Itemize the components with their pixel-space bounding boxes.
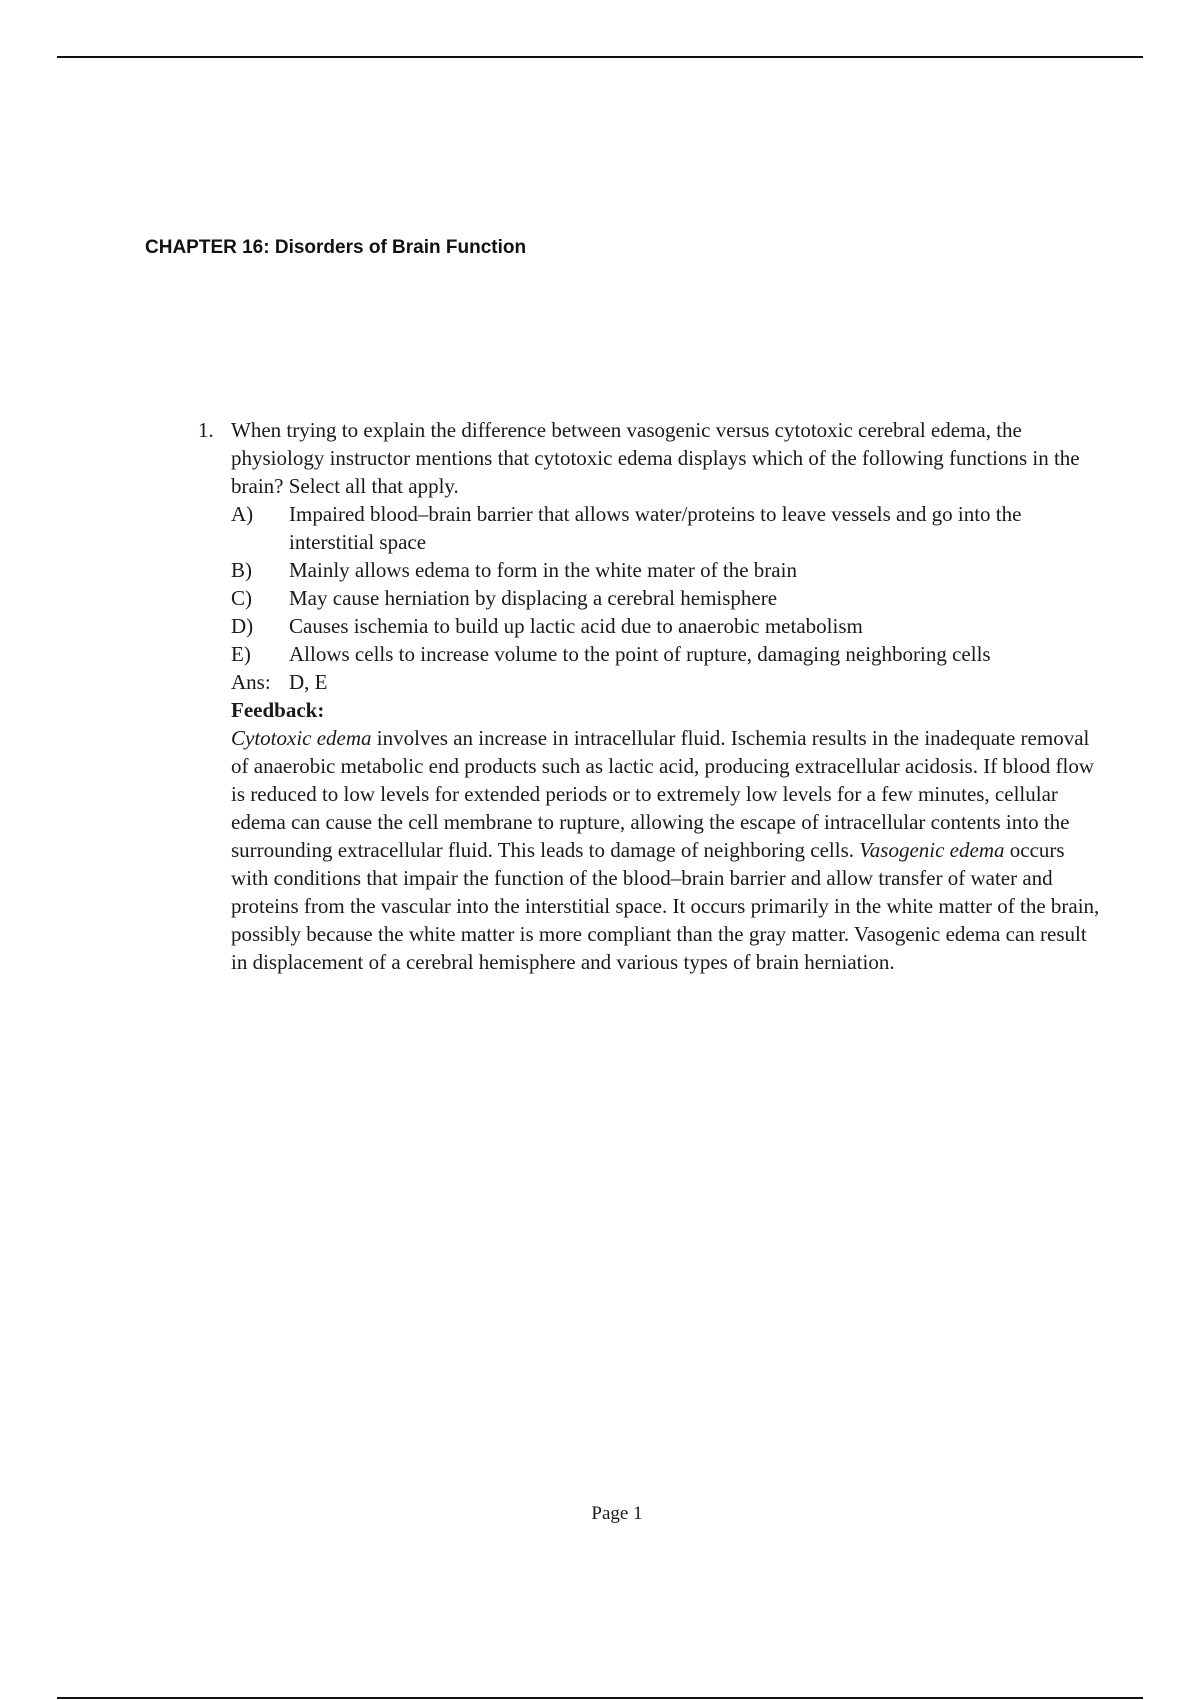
question-block: [198, 416, 1098, 976]
question-header: [198, 416, 1098, 500]
answer-letter: B): [231, 558, 252, 582]
answer-option-e: [231, 640, 1098, 668]
answer-key: [198, 668, 1098, 696]
answer-text: Causes ischemia to build up lactic acid due to anaerobic metabolism: [289, 614, 863, 638]
answer-text: May cause herniation by displacing a cerebral hemisphere: [289, 586, 778, 610]
question-stem: When trying to explain the difference between vasogenic versus cytotoxic cerebral edema, the physiology instructor mentions that cytotoxic edema displays which of the following functions in the brain? Select all that apply.: [231, 418, 1080, 498]
feedback-body: [198, 724, 1101, 976]
answer-option-d: [231, 612, 1098, 640]
answer-text: Allows cells to increase volume to the point of rupture, damaging neighboring cells: [289, 642, 991, 666]
feedback-term-cytotoxic: Cytotoxic edema: [231, 726, 372, 750]
answer-key-value: D, E: [289, 670, 328, 694]
answer-key-label: Ans:: [231, 670, 271, 694]
answer-option-a: [231, 500, 1098, 556]
answer-letter: E): [231, 642, 251, 666]
answer-option-c: [231, 584, 1098, 612]
feedback-term-vasogenic: Vasogenic edema: [859, 838, 1005, 862]
question-number: 1.: [198, 418, 214, 442]
answer-option-b: [231, 556, 1098, 584]
answer-text: Impaired blood–brain barrier that allows water/proteins to leave vessels and go into the interstitial space: [289, 502, 1022, 554]
answer-letter: C): [231, 586, 252, 610]
feedback-text-cytotoxic: involves an increase in intracellular fluid. Ischemia results in the inadequate removal of anaerobic metabolic end products such as lactic acid, producing extracellular acidosis. If blood flow is reduced to low levels for extended periods or to extremely low levels for a few minutes, cellular edema can cause the cell membrane to rupture, allowing the escape of intracellular contents into the surrounding extracellular fluid. This leads to damage of neighboring cells.: [231, 726, 1095, 862]
feedback-heading: Feedback:: [231, 698, 325, 722]
feedback-text-vasogenic: occurs with conditions that impair the function of the blood–brain barrier and allow transfer of water and proteins from the vascular into the interstitial space. It occurs primarily in the white matter of the brain, possibly because the white matter is more compliant than the gray matter. Vasogenic edema can result in displacement of a cerebral hemisphere and various types of brain herniation.: [231, 838, 1100, 974]
answer-letter: D): [231, 614, 254, 638]
answer-text: Mainly allows edema to form in the white mater of the brain: [289, 558, 797, 582]
answer-options: [198, 500, 1098, 668]
page-number: Page 1: [591, 1503, 643, 1524]
answer-letter: A): [231, 502, 254, 526]
top-rule: [57, 56, 1143, 58]
chapter-title: CHAPTER 16: Disorders of Brain Function: [145, 237, 527, 258]
bottom-rule: [57, 1697, 1143, 1699]
